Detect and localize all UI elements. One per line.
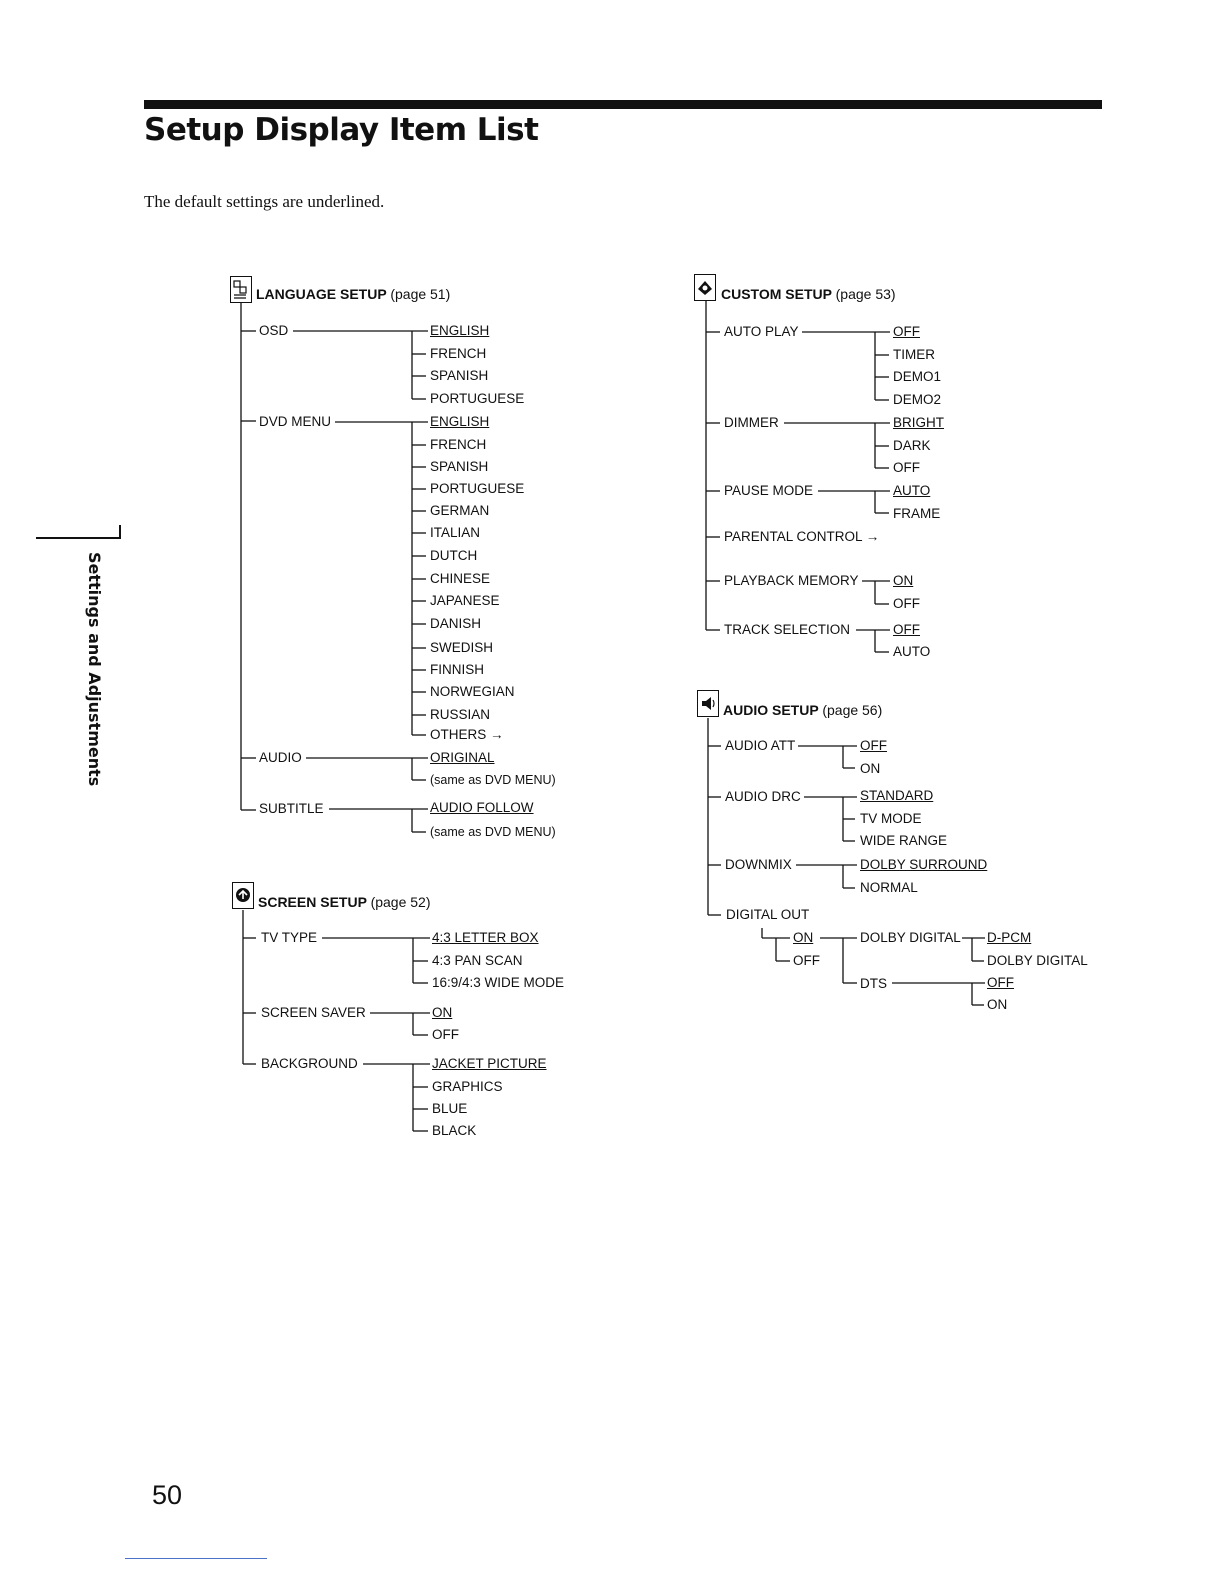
audio-att-label: AUDIO ATT <box>725 738 796 753</box>
dvd-menu-option: SWEDISH <box>430 640 494 655</box>
background-option: GRAPHICS <box>432 1079 503 1094</box>
page-number: 50 <box>152 1480 183 1510</box>
audio-att-option: ON <box>860 761 881 776</box>
osd-option: FRENCH <box>430 346 487 361</box>
dvd-menu-option: SPANISH <box>430 459 489 474</box>
osd-label: OSD <box>259 323 289 338</box>
auto-play-label: AUTO PLAY <box>724 324 799 339</box>
screen-setup-title: SCREEN SETUP <box>258 894 367 910</box>
audio-language-option: (same as DVD MENU) <box>430 773 556 787</box>
custom-setup-title: CUSTOM SETUP <box>721 286 832 302</box>
audio-att-option-default: OFF <box>860 738 887 753</box>
screen-saver-option: OFF <box>432 1027 459 1042</box>
language-setup-page-ref: (page 51) <box>390 286 451 302</box>
tv-type-option-default: 4:3 LETTER BOX <box>432 930 539 945</box>
screen-setup-icon <box>232 882 254 909</box>
pause-mode-option-default: AUTO <box>893 483 931 498</box>
audio-drc-label: AUDIO DRC <box>725 789 801 804</box>
track-selection-label: TRACK SELECTION <box>724 622 851 637</box>
audio-drc-option-default: STANDARD <box>860 788 934 803</box>
audio-language-label: AUDIO <box>259 750 302 765</box>
track-selection-option-default: OFF <box>893 622 920 637</box>
dolby-digital-option: DOLBY DIGITAL <box>987 953 1088 968</box>
dimmer-option: DARK <box>893 438 931 453</box>
tv-type-option: 4:3 PAN SCAN <box>432 953 523 968</box>
subtitle-label: SUBTITLE <box>259 801 324 816</box>
dvd-menu-option: GERMAN <box>430 503 490 518</box>
auto-play-option: TIMER <box>893 347 935 362</box>
dolby-digital-option-default: D-PCM <box>987 930 1032 945</box>
dvd-menu-option: RUSSIAN <box>430 707 491 722</box>
dvd-menu-option: JAPANESE <box>430 593 500 608</box>
background-option-default: JACKET PICTURE <box>432 1056 547 1071</box>
dvd-menu-option-default: ENGLISH <box>430 414 490 429</box>
playback-memory-option: OFF <box>893 596 920 611</box>
playback-memory-option-default: ON <box>893 573 914 588</box>
pause-mode-label: PAUSE MODE <box>724 483 814 498</box>
auto-play-option: DEMO2 <box>893 392 942 407</box>
dimmer-option-default: BRIGHT <box>893 415 945 430</box>
audio-setup-icon <box>697 690 719 717</box>
dimmer-option: OFF <box>893 460 920 475</box>
playback-memory-label: PLAYBACK MEMORY <box>724 573 859 588</box>
dts-option: ON <box>987 997 1008 1012</box>
downmix-label: DOWNMIX <box>725 857 792 872</box>
dolby-digital-label: DOLBY DIGITAL <box>860 930 961 945</box>
audio-drc-option: WIDE RANGE <box>860 833 948 848</box>
custom-setup-heading <box>721 286 896 302</box>
dts-option-default: OFF <box>987 975 1014 990</box>
subtitle-option: (same as DVD MENU) <box>430 825 556 839</box>
custom-setup-page-ref: (page 53) <box>835 286 896 302</box>
language-setup-heading <box>256 286 450 302</box>
dvd-menu-option: CHINESE <box>430 571 491 586</box>
audio-setup-page-ref: (page 56) <box>822 702 883 718</box>
language-setup-icon <box>230 276 252 303</box>
downmix-option: NORMAL <box>860 880 918 895</box>
background-option: BLUE <box>432 1101 468 1116</box>
osd-option: SPANISH <box>430 368 489 383</box>
screen-saver-label: SCREEN SAVER <box>261 1005 366 1020</box>
dvd-menu-option: NORWEGIAN <box>430 684 515 699</box>
tv-type-label: TV TYPE <box>261 930 318 945</box>
dts-label: DTS <box>860 976 887 991</box>
dvd-menu-option: DANISH <box>430 616 482 631</box>
track-selection-option: AUTO <box>893 644 931 659</box>
page-title: Setup Display Item List <box>144 112 539 148</box>
dvd-menu-option: FRENCH <box>430 437 487 452</box>
dimmer-label: DIMMER <box>724 415 779 430</box>
digital-out-option: OFF <box>793 953 820 968</box>
digital-out-option-default: ON <box>793 930 814 945</box>
pause-mode-option: FRAME <box>893 506 941 521</box>
osd-option-default: ENGLISH <box>430 323 490 338</box>
background-option: BLACK <box>432 1123 477 1138</box>
osd-option: PORTUGUESE <box>430 391 525 406</box>
screen-setup-page-ref: (page 52) <box>370 894 431 910</box>
background-label: BACKGROUND <box>261 1056 358 1071</box>
audio-drc-option: TV MODE <box>860 811 922 826</box>
parental-control-label: PARENTAL CONTROL → <box>724 529 880 544</box>
tv-type-option: 16:9/4:3 WIDE MODE <box>432 975 565 990</box>
auto-play-option: DEMO1 <box>893 369 942 384</box>
audio-setup-title: AUDIO SETUP <box>723 702 819 718</box>
screen-setup-heading <box>258 894 431 910</box>
digital-out-label: DIGITAL OUT <box>726 907 810 922</box>
screen-saver-option-default: ON <box>432 1005 453 1020</box>
dvd-menu-option: PORTUGUESE <box>430 481 525 496</box>
dvd-menu-option: FINNISH <box>430 662 484 677</box>
language-setup-title: LANGUAGE SETUP <box>256 286 387 302</box>
auto-play-option-default: OFF <box>893 324 920 339</box>
defaults-note: The default settings are underlined. <box>144 192 385 211</box>
side-tab-label: Settings and Adjustments <box>85 552 104 787</box>
dvd-menu-option-others: OTHERS → <box>430 727 504 742</box>
dvd-menu-option: ITALIAN <box>430 525 481 540</box>
audio-setup-heading <box>723 702 882 718</box>
dvd-menu-label: DVD MENU <box>259 414 332 429</box>
custom-setup-icon <box>694 274 716 301</box>
audio-language-option-default: ORIGINAL <box>430 750 495 765</box>
dvd-menu-option: DUTCH <box>430 548 478 563</box>
subtitle-option-default: AUDIO FOLLOW <box>430 800 534 815</box>
downmix-option-default: DOLBY SURROUND <box>860 857 988 872</box>
